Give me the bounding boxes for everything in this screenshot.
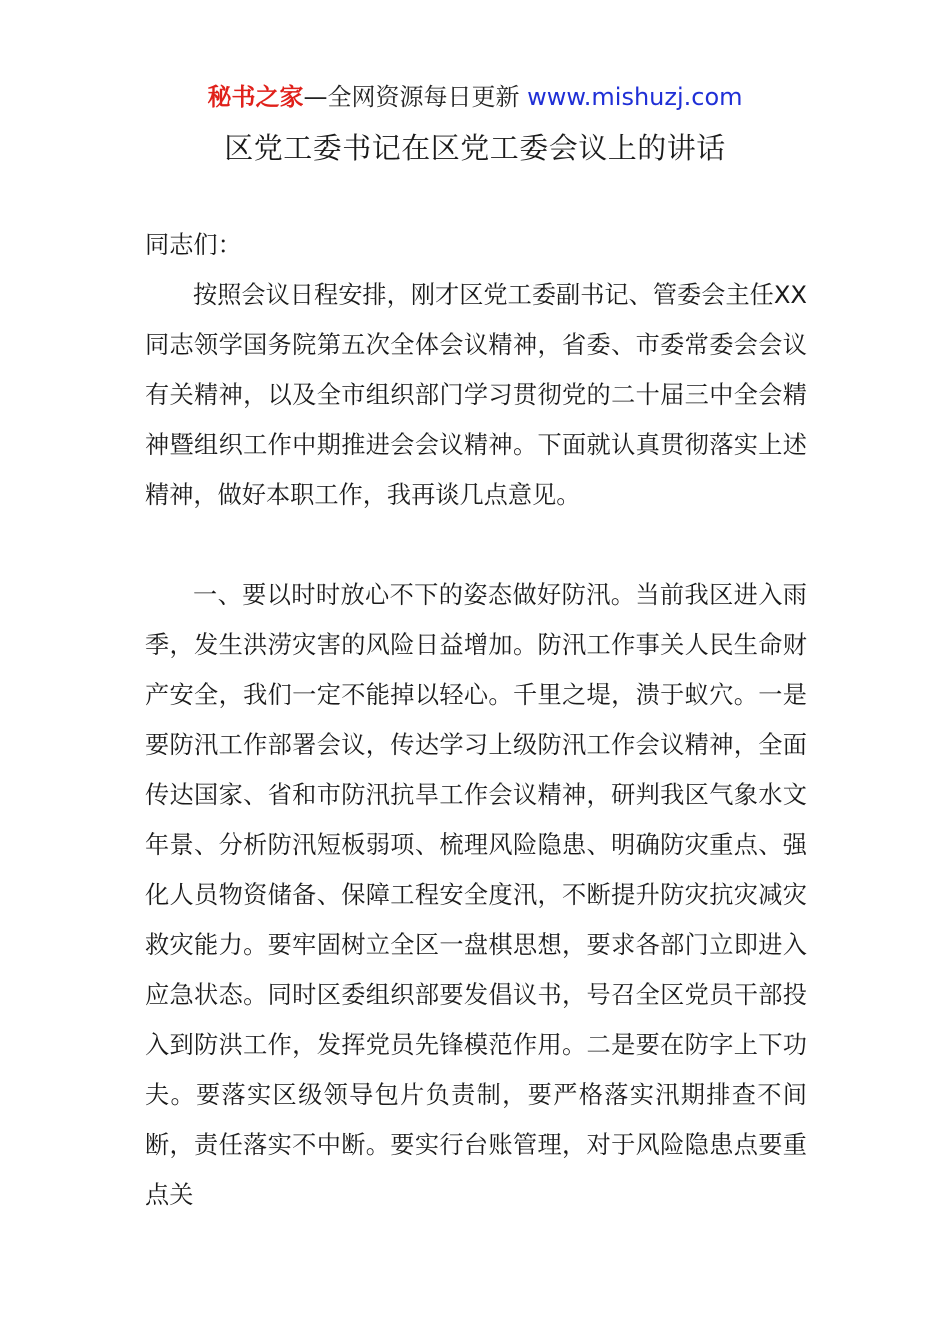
salutation: 同志们： — [145, 231, 242, 259]
brand-name: 秘书之家 — [207, 83, 304, 111]
site-url-link[interactable]: www.mishuzj.com — [527, 83, 743, 111]
paragraph-intro: 按照会议日程安排，刚才区党工委副书记、管委会主任XX同志领学国务院第五次全体会议精神，省委、市委常委会会议有关精神，以及全市组织部门学习贯彻党的二十届三中全会精神暨组织工作中期推进会会议精神。下面就认真贯彻落实上述精神，做好本职工作，我再谈几点意见。 — [145, 281, 807, 509]
header-tagline: —全网资源每日更新 — [303, 83, 520, 111]
paragraph-flood-prevention: 一、要以时时放心不下的姿态做好防汛。当前我区进入雨季，发生洪涝灾害的风险日益增加。防汛工作事关人民生命财产安全，我们一定不能掉以轻心。千里之堤，溃于蚁穴。一是要防汛工作部署会议，传达学习上级防汛工作会议精神，全面传达国家、省和市防汛抗旱工作会议精神，研判我区气象水文年景、分析防汛短板弱项、梳理风险隐患、明确防灾重点、强化人员物资储备、保障工程安全度汛，不断提升防灾抗灾减灾救灾能力。要牢固树立全区一盘棋思想，要求各部门立即进入应急状态。同时区委组织部要发倡议书，号召全区党员干部投入到防洪工作，发挥党员先锋模范作用。二是要在防字上下功夫。要落实区级领导包片负责制，要严格落实汛期排查不间断，责任落实不中断。要实行台账管理，对于风险隐患点要重点关 — [145, 581, 807, 1209]
document-title: 区党工委书记在区党工委会议上的讲话 — [224, 131, 726, 165]
site-header — [0, 80, 950, 114]
